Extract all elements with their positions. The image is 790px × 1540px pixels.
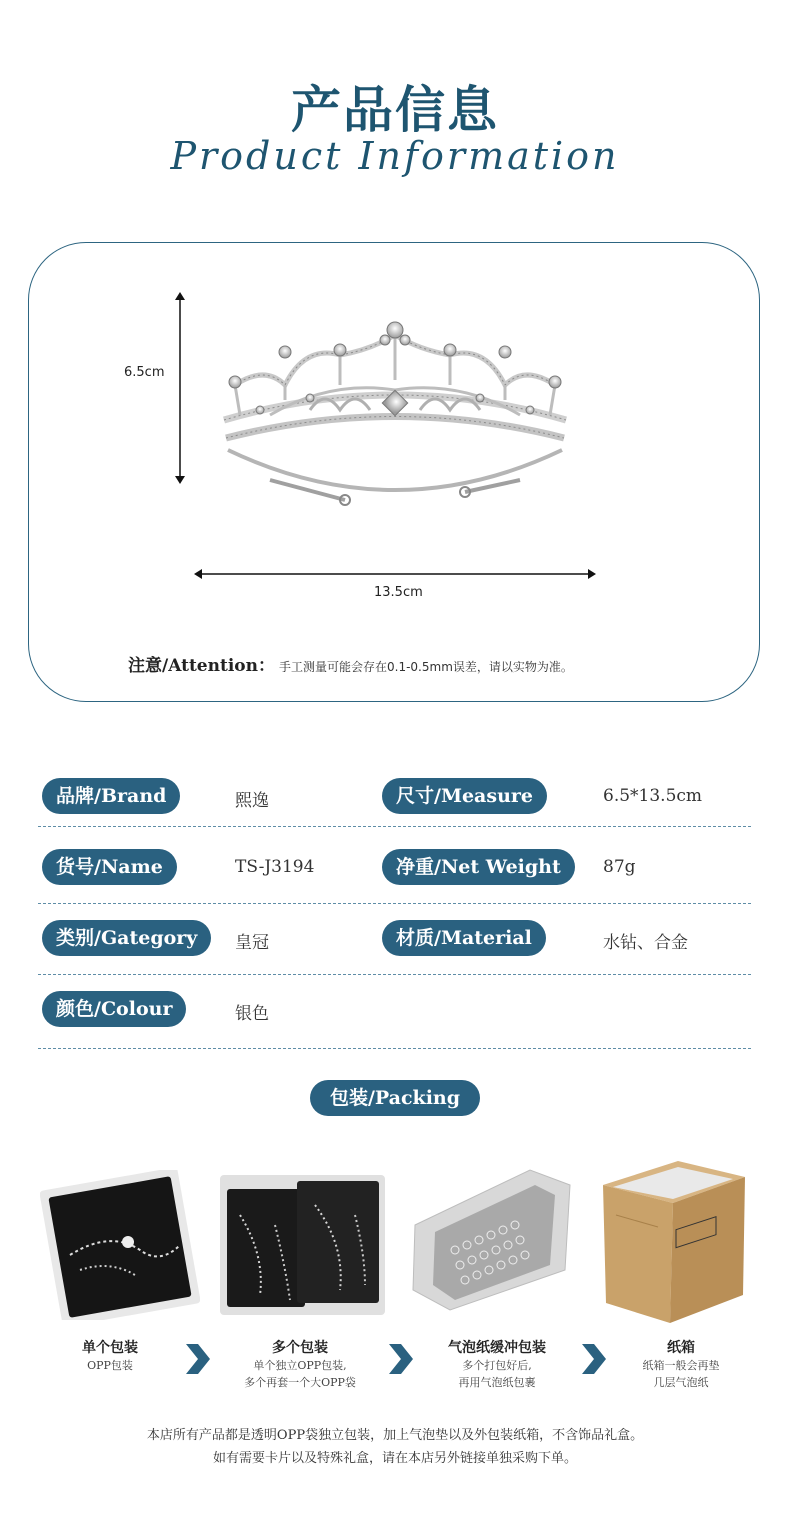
- multi-package-image: [215, 1165, 390, 1320]
- step-desc-single: OPP包装: [87, 1359, 133, 1372]
- chevron-right-icon: [385, 1342, 415, 1376]
- footer-note-1: 本店所有产品都是透明OPP袋独立包装，加上气泡垫以及外包装纸箱，不含饰品礼盒。: [146, 1428, 644, 1443]
- step-title-single: 单个包装: [82, 1340, 138, 1356]
- step-title-bubble: 气泡纸缓冲包装: [448, 1340, 546, 1356]
- single-package-image: [40, 1170, 200, 1320]
- footer-note-2: 如有需要卡片以及特殊礼盒，请在本店另外链接单独采购下单。: [212, 1451, 577, 1466]
- spec-value-material: 水钻、合金: [603, 933, 688, 953]
- spec-label-weight: 净重/Net Weight: [382, 849, 575, 885]
- step-desc-multi-2: 多个再套一个大OPP袋: [244, 1376, 356, 1389]
- height-label: 6.5cm: [124, 365, 165, 380]
- spec-label-material: 材质/Material: [382, 920, 546, 956]
- step-desc-carton-2: 几层气泡纸: [653, 1376, 709, 1389]
- page-subtitle: Product Information: [170, 134, 620, 178]
- spec-label-name: 货号/Name: [42, 849, 177, 885]
- spec-value-weight: 87g: [603, 857, 636, 877]
- tiara-image: [210, 310, 580, 510]
- width-label: 13.5cm: [374, 585, 423, 600]
- packing-label: 包装/Packing: [310, 1080, 480, 1116]
- spec-value-category: 皇冠: [235, 933, 269, 953]
- bubble-wrap-image: [405, 1160, 575, 1315]
- step-title-carton: 纸箱: [667, 1340, 695, 1356]
- chevron-right-icon: [578, 1342, 608, 1376]
- height-arrow: [172, 290, 188, 486]
- divider: [38, 1048, 751, 1049]
- spec-value-measure: 6.5*13.5cm: [603, 786, 703, 806]
- spec-value-name: TS-J3194: [235, 857, 315, 877]
- attention-label: 注意/Attention：: [128, 656, 275, 676]
- spec-label-brand: 品牌/Brand: [42, 778, 180, 814]
- step-desc-carton-1: 纸箱一般会再垫: [642, 1359, 720, 1372]
- spec-label-colour: 颜色/Colour: [42, 991, 186, 1027]
- step-desc-bubble-2: 再用气泡纸包裹: [458, 1376, 536, 1389]
- page-title: 产品信息: [291, 80, 499, 139]
- divider: [38, 826, 751, 827]
- step-desc-bubble-1: 多个打包好后,: [462, 1359, 532, 1372]
- divider: [38, 903, 751, 904]
- divider: [38, 974, 751, 975]
- chevron-right-icon: [182, 1342, 212, 1376]
- spec-value-brand: 熙逸: [235, 791, 269, 811]
- step-title-multi: 多个包装: [272, 1340, 328, 1356]
- carton-box-image: [598, 1155, 748, 1325]
- attention-text: 手工测量可能会存在0.1-0.5mm误差，请以实物为准。: [279, 660, 573, 674]
- spec-label-measure: 尺寸/Measure: [382, 778, 547, 814]
- step-desc-multi-1: 单个独立OPP包装,: [253, 1359, 347, 1372]
- width-arrow: [192, 567, 598, 581]
- spec-value-colour: 银色: [235, 1004, 269, 1024]
- spec-label-category: 类别/Gategory: [42, 920, 211, 956]
- attention-note: [128, 651, 573, 676]
